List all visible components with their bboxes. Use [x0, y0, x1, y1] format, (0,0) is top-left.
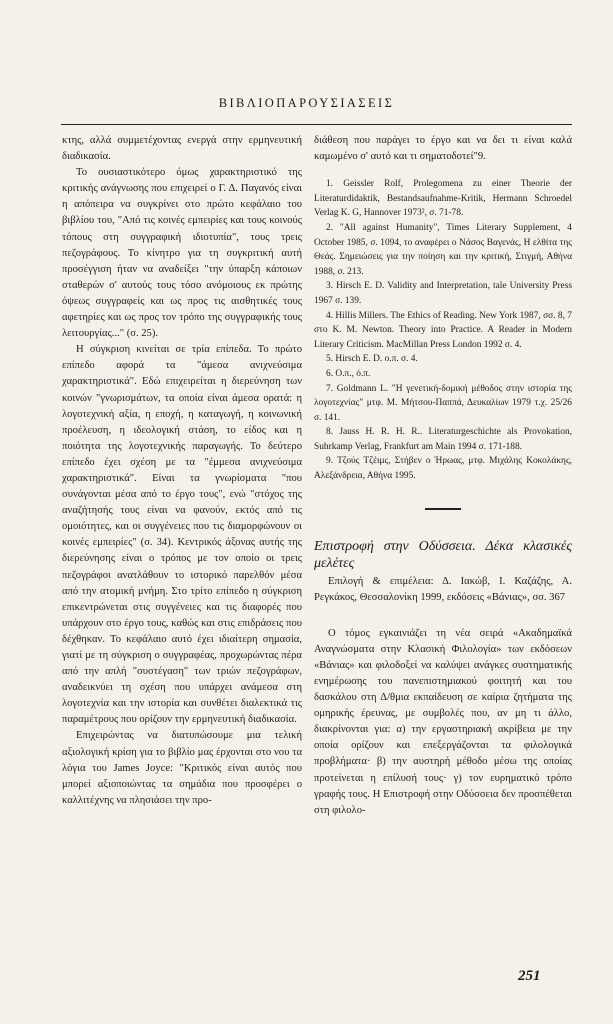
page-number: 251	[518, 968, 541, 984]
footnote: 7. Goldmann L. "Η γενετική-δομική μέθοδος στην ιστορία της λογοτεχνίας" μτφ. Μ. Μήτσου-Παππά, Δευκαλίων 1979 τ.χ. 25/26 σ. 141.	[314, 383, 572, 423]
left-column	[62, 133, 302, 809]
section-divider	[425, 508, 461, 510]
footnote: 4. Hillis Millers. The Ethics of Reading. New York 1987, σσ. 8, 7 στο K. M. Newton. Theory into Practice. A Reader in Modern Literary Criticism. MacMillan Press London 1992 σ. 4.	[314, 310, 572, 350]
right-column	[314, 133, 572, 819]
paragraph: κτης, αλλά συμμετέχοντας ενεργά στην ερμηνευτική διαδικασία.	[62, 135, 302, 163]
footnote: 9. Τζούς Τζέιμς, Στήβεν ο Ήρωας, μτφ. Μιχάλης Κοκολάκης, Αλεξάνδρεια, Αθήνα 1995.	[314, 456, 572, 482]
header-rule	[61, 124, 572, 125]
paragraph: Επιχειρώντας να διατυπώσουμε μια τελική αξιολογική κρίση για το βιβλίο μας έρχονται στο νου τα λόγια του James Joyce: "Κριτικός είναι αυτός που μπορεί αξιοποιώντας τα σημάδια που προσφέρει ο καλλιτέχνης να πλησιάσει την προ-	[62, 730, 302, 806]
footnote: 2. "All against Humanity", Times Literary Supplement, 4 October 1985, σ. 1094, το αναφέρει ο Νάσος Βαγενάς, Η ελθίτα της Θεάς. Σημειώσεις για την ποίηση και την κριτική, Στιγμή, Αθήνα 1988, σ. 213.	[314, 222, 572, 277]
review-title: Επιστροφή στην Οδύσσεια. Δέκα κλασικές μελέτες	[314, 538, 572, 571]
footnote: 8. Jauss H. R. H. R.. Literaturgeschichte als Provokation, Suhrkamp Verlag, Frankfurt am Main 1994 σ. 171-188.	[314, 427, 572, 452]
review-body: Ο τόμος εγκαινιάζει τη νέα σειρά «Ακαδημαϊκά Αναγνώσματα στην Κλασική Φιλολογία» των εκδόσεων «Βάνιας» και φιλοδοξεί να καλύψει ανάγκες συστηματικής ενημέρωσης του πανεπιστημιακού φοιτητή και του δασκάλου στη Δ/θμια εκπαίδευση σε καίρια ζητήματα της ομηρικής έρευνας, με συμβολές που, αν μη τι άλλο, διακρίνονται για: α) την εργαστηριακή ακρίβεια με την οποία ορίζουν και επεξεργάζονται τα φιλολογικά προβλήματα· β) την αυστηρή μέθοδο μέσω της οποίας προτείνεται η επίλυσή τους· γ) τον ευρηματικό τρόπο γραφής τους. Η Επιστροφή στην Οδύσσεια δεν προσπέθεται στη φιλολο-	[314, 627, 572, 816]
review-credits: Επιλογή & επιμέλεια: Δ. Ιακώβ, Ι. Καζάζης, Α. Ρεγκάκος, Θεσσαλονίκη 1999, εκδόσεις «Βάνιας», σσ. 367	[314, 575, 572, 603]
footnote: 5. Hirsch E. D. ο.π. σ. 4.	[326, 354, 418, 365]
paragraph: Το ουσιαστικότερο όμως χαρακτηριστικό της κριτικής ανάγνωσης που επιχειρεί ο Γ. Δ. Παγανός είναι η απόπειρα να συγκρίνει στο πρώτο κεφάλαιο του βιβλίου του, "Από τις κοινές εμπειρίες και τους κοινούς τόπους στη συγγραφική ιδιοτυπία", τους τρεις πεζογράφους. Το κίνητρο για τη συγκριτική αυτή προσέγγιση ήταν να αναδείξει "την ύπαρξη κάποιων σταθερών σ' αυτούς τους τόσο ανόμοιους εκ πρώτης όψεως συγγραφείς και ως προς τις αισθητικές τους αφετηρίες και ως προς τον τρόπο της συγγραφικής τους λειτουργίας..." (σ. 25).	[62, 167, 302, 340]
footnotes	[314, 177, 572, 483]
footnote: 3. Hirsch E. D. Validity and Interpretation, tale University Press 1967 σ. 139.	[314, 281, 572, 306]
paragraph: Η σύγκριση κινείται σε τρία επίπεδα. Το πρώτο επίπεδο αφορά τα "άμεσα ανιχνεύσιμα χαρακτηριστικά". Εδώ επιχειρείται η διερεύνηση των κοινών "γνωρισμάτων, τα οποία είναι άμεσα ορατά: η λογοτεχνική αξία, η εποχή, η καταγωγή, η κοινωνική προέλευση, η ιδεολογική στάση, το είδος και η ποιότητα της λογοτεχνικής παραγωγής. Το δεύτερο επίπεδο έχει σχέση με τα "έμμεσα ανιχνεύσιμα χαρακτηριστικά". Είναι τα γνωρίσματα "που συνάγονται μέσα από το έργο τους", ενώ "στόχος της αναζήτησής τους είναι να φανούν, εκτός από τις ομοιότητες, και οι συγγένειες που τις διαμορφώνουν οι κοινές εμπειρίες" (σ. 34). Κεντρικός άξονας αυτής της διερεύνησης είναι ο τρόπος με τον οποίο οι τρεις πεζογράφοι ανατλάθουν το ιστορικό παρελθόν μέσα από την ατομική μνήμη. Στο τρίτο επίπεδο η σύγκριση επικεντρώνεται στις συγγένειες και τις διαφορές που υπάρχουν στο έργο τους, καθώς και στις επιδράσεις που δέχθηκαν. Το κεφάλαιο αυτό έχει ιδιαίτερη σημασία, γιατί με τη σύγκριση ο συγγραφέας, προχωρώντας πέρα από την απλή "συστέγαση" των τριών πεζογράφων, αναδεικνύει τη σχέση που υπάρχει ανάμεσα στη λογοτεχνία και την ιστορία και συνθέτει διαλεκτικά τις παραμέτρους που ορίζουν την ερμηνευτική διαδικασία.	[62, 344, 302, 726]
paragraph-continuation: διάθεση που παράγει το έργο και να δει τι είναι καλά καμωμένο σ' αυτό και τι σηματοδοτεί"9.	[314, 135, 572, 163]
footnote: 6. Ο.π., ό.π.	[326, 368, 371, 379]
footnote: 1. Geissler Rolf, Prolegomena zu einer Theorie der Literaturdidaktik, Bestandsaufnahme-Kritik, Hermann Schroedel Verlag K. G, Hannover 1973², σ. 71-78.	[314, 179, 572, 219]
running-header: ΒΙΒΛΙΟΠΑΡΟΥΣΙΑΣΕΙΣ	[218, 96, 395, 110]
